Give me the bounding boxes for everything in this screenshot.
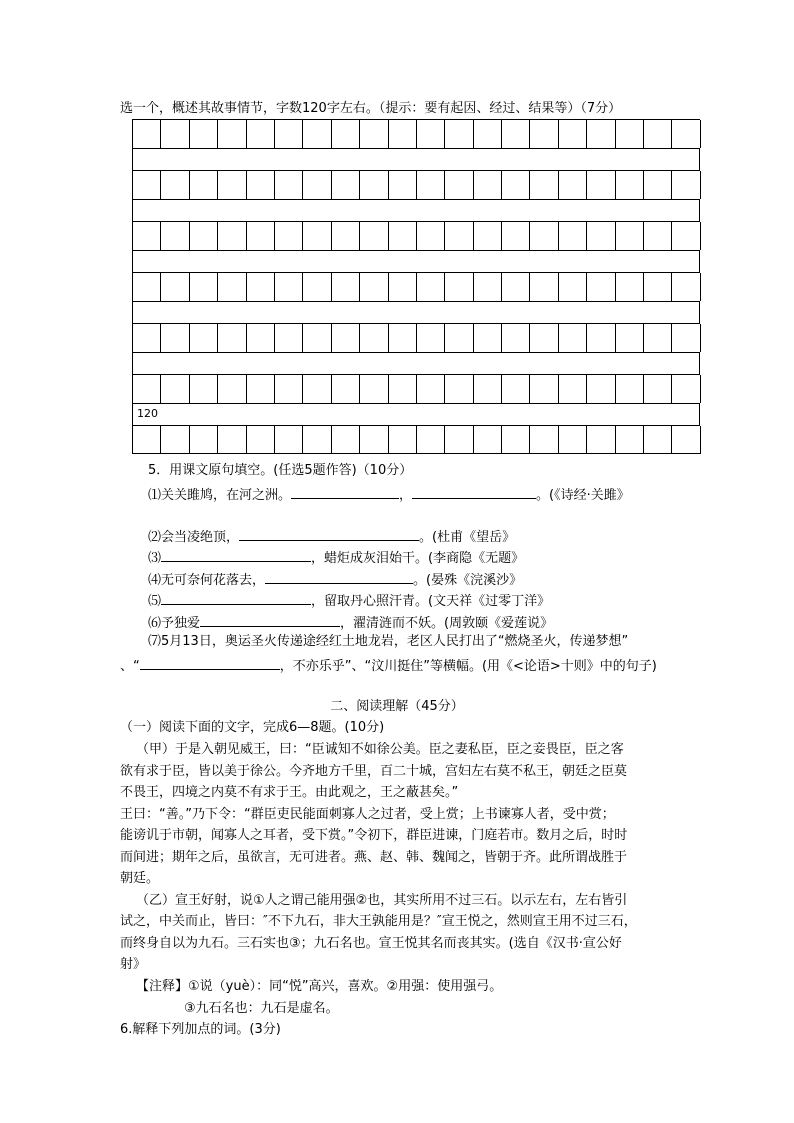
grid-cell[interactable] [474,273,502,301]
grid-cell[interactable] [530,426,558,454]
grid-cell[interactable] [502,324,530,352]
grid-cell[interactable] [190,324,218,352]
passage-yi-line: 射》 [120,957,147,972]
grid-cell[interactable] [644,273,672,301]
passage-jia-line: 不畏王，四境之内莫不有求于王。由此观之，王之蔽甚矣。” [120,785,459,800]
grid-cell[interactable] [587,426,615,454]
grid-cell[interactable] [445,120,473,148]
grid-cell[interactable] [474,222,502,250]
answer-blank[interactable] [239,526,419,541]
grid-cell[interactable] [389,426,417,454]
grid-cell[interactable] [474,171,502,199]
grid-cell[interactable] [474,426,502,454]
passage-jia-line: 欲有求于臣，皆以美于徐公。今齐地方千里，百二十城，宫妇左右莫不私王，朝廷之臣莫 [120,764,628,779]
grid-cell[interactable] [474,324,502,352]
passage-jia-line: 能谤讥于市朝，闻寡人之耳者，受下赏。”令初下，群臣进谏，门庭若市。数月之后，时时 [120,828,628,843]
grid-cell[interactable] [417,426,445,454]
grid-cell[interactable] [303,120,331,148]
grid-cell[interactable] [332,120,360,148]
grid-cell[interactable] [332,171,360,199]
grid-cell[interactable] [275,375,303,403]
grid-cell[interactable] [275,120,303,148]
grid-cell[interactable] [445,426,473,454]
grid-row[interactable] [132,221,700,250]
grid-cell[interactable] [672,375,700,403]
answer-blank[interactable] [412,484,536,499]
grid-cell[interactable] [502,171,530,199]
grid-cell[interactable] [672,324,700,352]
answer-blank[interactable] [161,590,311,605]
grid-cell[interactable] [389,273,417,301]
grid-cell[interactable] [161,171,189,199]
grid-cell[interactable] [389,120,417,148]
grid-cell[interactable] [360,324,388,352]
grid-cell[interactable] [275,426,303,454]
grid-cell[interactable] [587,120,615,148]
grid-row[interactable] [132,272,700,301]
grid-cell[interactable] [218,324,246,352]
grid-cell[interactable] [587,324,615,352]
grid-cell[interactable] [161,222,189,250]
grid-cell[interactable] [133,222,161,250]
q5-item-7-continued: 、“ ，不亦乐乎”、“汶川挺住”等横幅。(用《<论语>十则》中的句子) [120,655,657,676]
passage-jia-line: 王曰：“善。”乃下令：“群臣吏民能面刺寡人之过者，受上赏；上书谏寡人者，受中赏； [120,807,615,822]
passage-jia-line: （甲）于是入朝见威王，曰：“臣诚知不如徐公美。臣之妻私臣，臣之妾畏臣，臣之客 [136,742,624,757]
grid-gap [132,199,700,221]
writing-grid[interactable] [132,119,700,454]
grid-row[interactable] [132,425,700,454]
grid-cell[interactable] [303,426,331,454]
grid-cell[interactable] [445,222,473,250]
answer-blank[interactable] [161,547,311,562]
grid-cell[interactable] [360,171,388,199]
grid-gap [132,250,700,272]
grid-cell[interactable] [133,171,161,199]
grid-cell[interactable] [672,171,700,199]
grid-cell[interactable] [332,375,360,403]
grid-cell[interactable] [587,375,615,403]
grid-cell[interactable] [530,375,558,403]
grid-cell[interactable] [502,273,530,301]
grid-cell[interactable] [247,426,275,454]
grid-cell[interactable] [332,426,360,454]
q6-title: 6.解释下列加点的词。(3分) [120,1022,281,1037]
passage-jia-line: 而间进；期年之后，虽欲言，无可进者。燕、赵、韩、魏闻之，皆朝于齐。此所谓战胜于 [120,850,628,865]
grid-cell[interactable] [218,375,246,403]
part-1-heading: （一）阅读下面的文字，完成6—8题。(10分) [120,720,385,735]
grid-cell[interactable] [218,426,246,454]
grid-cell[interactable] [559,324,587,352]
grid-cell[interactable] [502,222,530,250]
grid-row[interactable] [132,323,700,352]
grid-cell[interactable] [360,426,388,454]
grid-cell[interactable] [247,120,275,148]
q5-item-4: ⑷无可奈何花落去， 。(晏殊《浣溪沙》 [148,569,522,590]
grid-cell[interactable] [587,171,615,199]
grid-cell[interactable] [417,171,445,199]
grid-row[interactable] [132,170,700,199]
grid-cell[interactable] [559,222,587,250]
grid-cell[interactable] [559,273,587,301]
grid-cell[interactable] [644,375,672,403]
passage-jia-line: 朝廷。 [120,871,160,886]
passage-yi-line: （乙）宣王好射，说①人之谓己能用强②也，其实所用不过三石。以示左右，左右皆引 [136,893,628,908]
grid-cell[interactable] [445,375,473,403]
grid-cell[interactable] [161,273,189,301]
grid-cell[interactable] [303,324,331,352]
grid-cell[interactable] [445,324,473,352]
grid-cell[interactable] [303,171,331,199]
word-count-marker: 120 [137,407,158,420]
grid-cell[interactable] [303,222,331,250]
grid-cell[interactable] [218,222,246,250]
annotation-line: ③九石名也：九石是虚名。 [184,1001,339,1016]
grid-row[interactable] [132,119,700,148]
grid-cell[interactable] [275,324,303,352]
grid-gap [132,352,700,374]
q5-item-2: ⑵会当凌绝顶， 。(杜甫《望岳》 [148,526,515,547]
grid-cell[interactable] [559,120,587,148]
grid-cell[interactable] [502,426,530,454]
grid-cell[interactable] [161,120,189,148]
grid-cell[interactable] [133,120,161,148]
grid-cell[interactable] [360,222,388,250]
q5-title: 5．用课文原句填空。(任选5题作答)（10分） [148,463,413,478]
grid-cell[interactable] [616,375,644,403]
grid-cell[interactable] [616,273,644,301]
writing-prompt: 选一个，概述其故事情节，字数120字左右。（提示：要有起因、经过、结果等）（7分） [120,101,622,116]
grid-cell[interactable] [502,120,530,148]
grid-cell[interactable] [275,222,303,250]
grid-cell[interactable] [672,273,700,301]
grid-cell[interactable] [417,324,445,352]
grid-cell[interactable] [332,222,360,250]
q5-item-7: ⑺5月13日，奥运圣火传递途经红土地龙岩，老区人民打出了“燃烧圣火，传递梦想” [148,634,629,649]
grid-cell[interactable] [190,273,218,301]
grid-cell[interactable] [218,171,246,199]
grid-cell[interactable] [133,273,161,301]
grid-cell[interactable] [587,222,615,250]
grid-cell[interactable] [672,426,700,454]
grid-cell[interactable] [275,171,303,199]
grid-cell[interactable] [389,375,417,403]
grid-cell[interactable] [190,120,218,148]
grid-cell[interactable] [644,222,672,250]
grid-cell[interactable] [389,222,417,250]
grid-cell[interactable] [644,120,672,148]
grid-cell[interactable] [644,324,672,352]
grid-cell[interactable] [474,120,502,148]
grid-cell[interactable] [417,375,445,403]
grid-cell[interactable] [303,273,331,301]
answer-blank[interactable] [200,612,340,627]
grid-cell[interactable] [218,273,246,301]
grid-cell[interactable] [190,222,218,250]
grid-cell[interactable] [616,120,644,148]
grid-cell[interactable] [644,426,672,454]
answer-blank[interactable] [265,569,413,584]
grid-cell[interactable] [559,171,587,199]
grid-cell[interactable] [247,324,275,352]
passage-yi-line: 试之，中关而止，皆曰：″不下九石，非大王孰能用是？″宣王悦之，然则宣王用不过三石， [120,914,637,929]
grid-cell[interactable] [161,426,189,454]
grid-cell[interactable] [247,273,275,301]
grid-cell[interactable] [133,426,161,454]
grid-cell[interactable] [616,171,644,199]
grid-cell[interactable] [417,222,445,250]
section-title: 二、阅读理解（45分） [330,699,464,714]
grid-cell[interactable] [133,375,161,403]
grid-cell[interactable] [616,222,644,250]
grid-cell[interactable] [332,273,360,301]
grid-cell[interactable] [616,324,644,352]
annotation-line: 【注释】①说（yuè）：同“悦”高兴，喜欢。②用强：使用强弓。 [136,979,503,994]
answer-blank[interactable] [291,484,399,499]
grid-cell[interactable] [530,324,558,352]
grid-cell[interactable] [303,375,331,403]
passage-yi-line: 而终身自以为九石。三石实也③；九石名也。宣王悦其名而丧其实。(选自《汉书·宣公好 [120,936,622,951]
grid-cell[interactable] [616,426,644,454]
grid-cell[interactable] [190,426,218,454]
grid-cell[interactable] [247,222,275,250]
answer-blank[interactable] [140,655,280,670]
grid-cell[interactable] [247,375,275,403]
grid-cell[interactable] [161,375,189,403]
q5-item-6: ⑹予独爱 ，濯清涟而不妖。(周敦颐《爱莲说》 [148,612,553,633]
grid-cell[interactable] [502,375,530,403]
grid-cell[interactable] [530,222,558,250]
grid-cell[interactable] [672,222,700,250]
q5-item-5: ⑸ ，留取丹心照汗青。(文天祥《过零丁洋》 [148,590,550,611]
grid-gap [132,301,700,323]
grid-gap-marker [132,403,700,425]
grid-cell[interactable] [445,273,473,301]
grid-cell[interactable] [530,120,558,148]
grid-cell[interactable] [559,375,587,403]
grid-cell[interactable] [672,120,700,148]
grid-cell[interactable] [389,324,417,352]
grid-cell[interactable] [417,120,445,148]
grid-cell[interactable] [247,171,275,199]
grid-cell[interactable] [559,426,587,454]
grid-cell[interactable] [275,273,303,301]
grid-gap [132,148,700,170]
grid-cell[interactable] [360,375,388,403]
grid-cell[interactable] [530,171,558,199]
grid-cell[interactable] [360,273,388,301]
q5-item-1: ⑴关关雎鸠，在河之洲。 ， 。(《诗经·关雎》 [148,484,630,505]
grid-cell[interactable] [644,171,672,199]
q5-item-3: ⑶ ，蜡炬成灰泪始干。(李商隐《无题》 [148,547,524,568]
grid-cell[interactable] [445,171,473,199]
grid-cell[interactable] [587,273,615,301]
grid-row[interactable] [132,374,700,403]
grid-cell[interactable] [389,171,417,199]
grid-cell[interactable] [161,324,189,352]
grid-cell[interactable] [417,273,445,301]
grid-cell[interactable] [218,120,246,148]
grid-cell[interactable] [474,375,502,403]
grid-cell[interactable] [190,375,218,403]
grid-cell[interactable] [360,120,388,148]
grid-cell[interactable] [133,324,161,352]
grid-cell[interactable] [530,273,558,301]
grid-cell[interactable] [332,324,360,352]
grid-cell[interactable] [190,171,218,199]
